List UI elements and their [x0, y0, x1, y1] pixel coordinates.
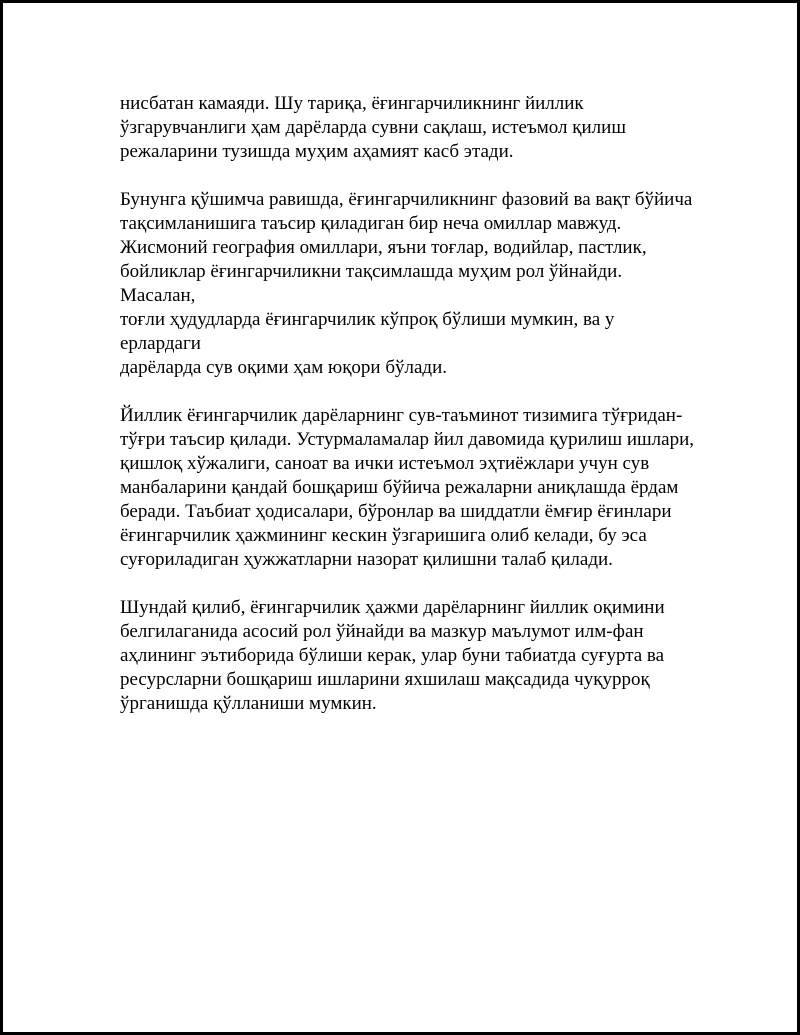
paragraph: Бунунга қўшимча равишда, ёғингарчиликнинг фазовий ва вақт бўйича тақсимланишига таъсир қиладиган бир неча омиллар мавжуд. Жисмоний география омиллари, яъни тоғлар, водийлар, пастлик, бойликлар ёғингарчиликни тақсимлашда муҳим рол ўйнайди. Масалан, тоғли ҳудудларда ёғингарчилик кўпроқ бўлиши мумкин, ва у ерлардаги дарёларда сув оқими ҳам юқори бўлади.: [120, 189, 693, 378]
paragraph: Шундай қилиб, ёғингарчилик ҳажми дарёларнинг йиллик оқимини белгилаганида асосий рол ўйнайди ва мазкур маълумот илм-фан аҳлининг эътиборида бўлиши керак, улар буни табиатда суғурта ва ресурсларни бошқариш ишларини яхшилаш мақсадида чуқурроқ ўрганишда қўлланиши мумкин.: [120, 597, 665, 714]
paragraph: Йиллик ёғингарчилик дарёларнинг сув-таъминот тизимига тўғридан- тўғри таъсир қилади. Устурмаламалар йил давомида қурилиш ишлари, қишлоқ хўжалиги, саноат ва ички истеъмол эҳтиёжлари учун сув манбаларини қандай бошқариш бўйича режаларни аниқлашда ёрдам беради. Таъбиат ҳодисалари, бўронлар ва шиддатли ёмғир ёғинлари ёғингарчилик ҳажмининг кескин ўзгаришига олиб келади, бу эса суғориладиган ҳужжатларни назорат қилишни талаб қилади.: [120, 405, 694, 570]
paragraph: нисбатан камаяди. Шу тариқа, ёғингарчиликнинг йиллик ўзгарувчанлиги ҳам дарёларда сувни сақлаш, истеъмол қилиш режаларини тузишда муҳим аҳамият касб этади.: [120, 93, 626, 162]
document-body: [120, 92, 695, 740]
